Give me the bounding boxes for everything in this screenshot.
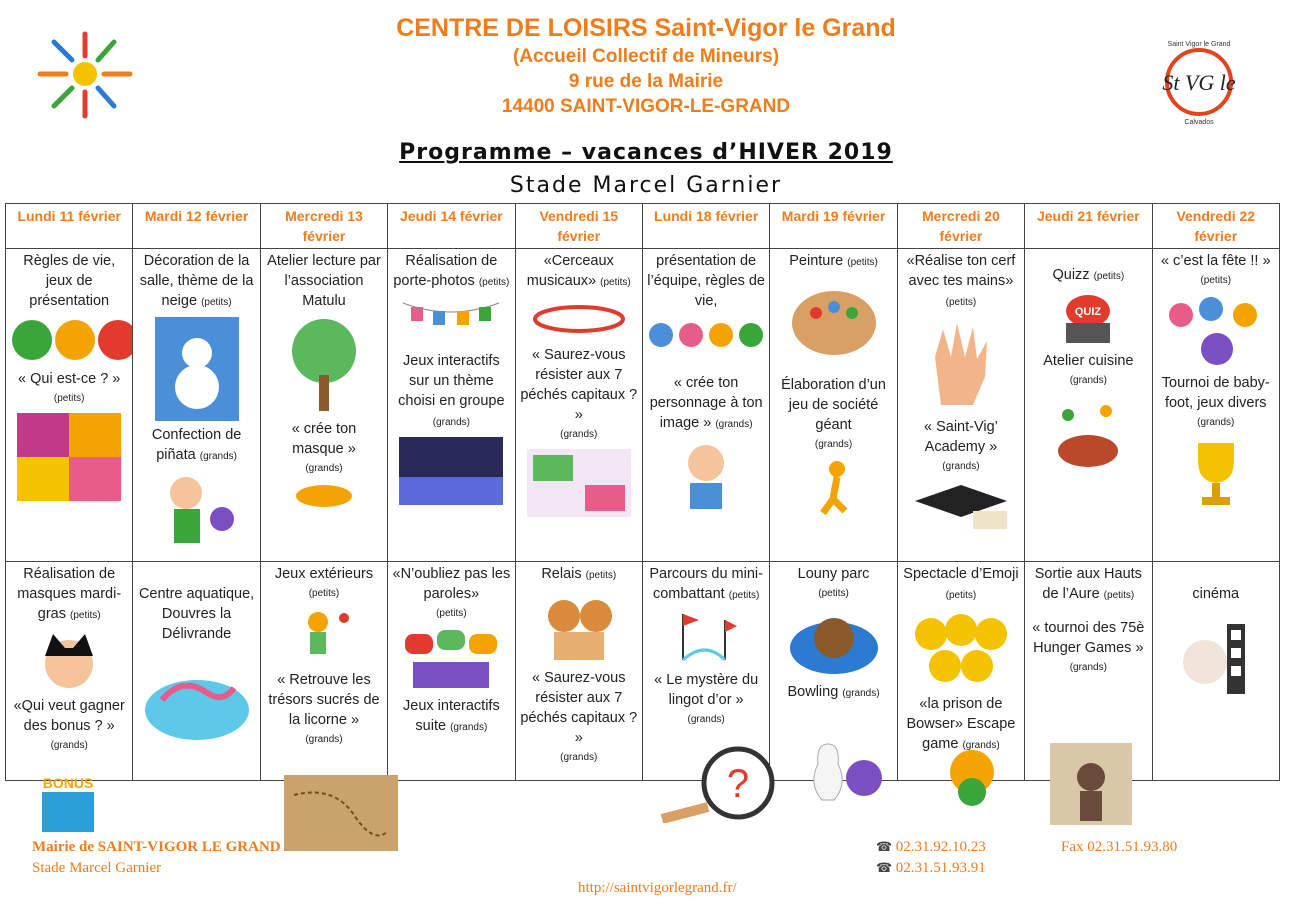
activity-cell (260, 562, 387, 781)
programme-title: Programme – vacances d’HIVER 2019 (399, 140, 893, 165)
footer-phone-1: ☎ 02.31.92.10.23 (876, 839, 986, 855)
photo-garland-icon (401, 297, 501, 327)
day-header: Vendredi 15 février (515, 204, 642, 249)
activity-main: Parcours du mini-combattant (petits) (649, 566, 763, 602)
activity-secondary: « tournoi des 75è Hunger Games » (1032, 620, 1145, 656)
activity-main: Centre aquatique, Douvres la Délivrande (138, 586, 255, 642)
footer-stade: Stade Marcel Garnier (32, 860, 162, 876)
snowman-icon (155, 317, 239, 421)
age-tag: (grands) (560, 429, 598, 440)
svg-text:?: ? (726, 762, 750, 806)
day-header: Vendredi 22 février (1152, 204, 1279, 249)
activity-main: Sortie aux Hauts de l’Aure (petits) (1034, 566, 1142, 602)
graduation-cap-icon (911, 481, 1011, 533)
day-header: Mardi 12 février (133, 204, 260, 249)
age-tag: (grands) (814, 439, 853, 450)
activity-secondary: Tournoi de baby-foot, jeux divers (1161, 375, 1270, 411)
activity-main: Réalisation de masques mardi-gras (petits) (17, 566, 122, 622)
age-tag: (petits) (818, 588, 849, 599)
phone-icon: ☎ (876, 860, 893, 875)
activity-main: Atelier lecture par l’association Matulu (267, 253, 381, 309)
activity-main: Décoration de la salle, thème de la neige (petits) (139, 253, 254, 309)
activity-secondary: « Saint-Vig’ Academy » (923, 419, 998, 455)
activity-secondary: Bowling (grands) (787, 684, 880, 700)
activity-secondary: Jeux interactifs sur un thème choisi en groupe (grands) (398, 353, 505, 428)
activity-main: présentation de l’équipe, règles de vie, (647, 253, 765, 309)
footer-phone-2: ☎ 02.31.51.93.91 (876, 860, 986, 876)
check-warning-cross-icons (10, 315, 133, 365)
activity-cell (1025, 249, 1152, 562)
svg-text:Saint Vigor le Grand: Saint Vigor le Grand (1167, 41, 1231, 48)
centre-subtitle: (Accueil Collectif de Mineurs) (512, 46, 780, 67)
day-header: Jeudi 14 février (388, 204, 515, 249)
speech-bubbles-icon (399, 628, 503, 692)
pinata-kid-icon (152, 471, 242, 555)
activity-cell (133, 249, 260, 562)
activity-main: Peinture (petits) (789, 253, 878, 269)
activity-main: cinéma (1192, 586, 1240, 602)
cooking-pot-icon (1046, 395, 1130, 471)
activity-main: Spectacle d’Emoji (petits) (903, 566, 1019, 601)
water-park-icon (142, 670, 252, 742)
activity-main: «Réalise ton cerf avec tes mains» (petits) (906, 253, 1016, 308)
activity-cell (642, 249, 769, 562)
activity-cell (770, 249, 897, 562)
flags-course-icon (671, 610, 741, 666)
activity-cell (1152, 562, 1279, 781)
activity-main: Relais (petits) (541, 566, 617, 582)
centre-title: CENTRE DE LOISIRS Saint-Vigor le Grand (396, 14, 896, 42)
day-header: Mercredi 13 février (260, 204, 387, 249)
age-tag: (grands) (687, 714, 725, 725)
age-tag: (petits) (53, 393, 85, 404)
juggling-kid-icon (294, 608, 354, 666)
activity-secondary: «Qui veut gagner des bonus ? » (13, 698, 125, 734)
age-tag: (petits) (308, 588, 340, 599)
cat-mask-icon (39, 630, 99, 692)
activity-cell (1152, 249, 1279, 562)
centre-address-street: 9 rue de la Mairie (568, 71, 724, 92)
schedule-table (5, 203, 1280, 781)
activity-cell (897, 249, 1024, 562)
age-tag: (grands) (305, 734, 343, 745)
age-tag: (grands) (50, 740, 88, 751)
trophy-icon (1186, 437, 1246, 509)
age-tag: (grands) (1069, 375, 1107, 386)
activity-main: « c’est la fête !! » (1160, 253, 1271, 269)
activity-cell (133, 562, 260, 781)
activity-cell (260, 249, 387, 562)
activity-main: Jeux extérieurs (274, 566, 374, 582)
activity-secondary: Atelier cuisine (1043, 353, 1134, 369)
seven-sins-board-icon (527, 449, 631, 517)
venue-name: Stade Marcel Garnier (509, 173, 783, 198)
day-header: Jeudi 21 février (1025, 204, 1152, 249)
bonus-box-icon (32, 770, 104, 834)
activity-cell (6, 562, 133, 781)
activity-main: Règles de vie, jeux de présentation (23, 253, 116, 309)
emoji-group-icon (909, 610, 1013, 690)
bear-mascot-icon (784, 608, 884, 678)
phone-icon: ☎ (876, 839, 893, 854)
activity-cell (388, 562, 515, 781)
activity-secondary: « crée ton masque » (291, 421, 357, 457)
day-header: Mardi 19 février (770, 204, 897, 249)
treasure-map-icon (284, 775, 398, 851)
day-header: Lundi 18 février (642, 204, 769, 249)
book-tree-icon (279, 315, 369, 415)
sun-children-logo-icon (30, 26, 140, 122)
day-header: Lundi 11 février (6, 204, 133, 249)
activity-secondary: « Saurez-vous résister aux 7 péchés capitaux ? » (520, 670, 638, 746)
svg-text:St VG le: St VG le (1162, 70, 1236, 95)
age-tag: (grands) (560, 752, 598, 763)
activity-main: «N’oubliez pas les paroles» (392, 566, 511, 602)
activity-secondary: « Qui est-ce ? » (18, 371, 121, 387)
activity-secondary: Élaboration d’un jeu de société géant (781, 377, 886, 433)
quiz-buzzer-icon (1058, 291, 1118, 347)
paint-palette-icon (786, 277, 882, 363)
guess-who-faces-icon (17, 413, 121, 501)
age-tag: (grands) (1197, 417, 1235, 428)
activity-secondary: «la prison de Bowser» Escape game (grands) (906, 696, 1016, 752)
days-header-row (6, 204, 1280, 249)
activity-cell (6, 249, 133, 562)
party-balloons-icon (1161, 295, 1271, 369)
day-header: Mercredi 20 février (897, 204, 1024, 249)
svg-text:QUIZ: QUIZ (1075, 306, 1102, 318)
mask-icon (294, 483, 354, 509)
svg-text:Calvados: Calvados (1184, 119, 1214, 126)
child-avatar-icon (676, 439, 736, 509)
age-tag: (petits) (436, 608, 467, 619)
activity-main: Quizz (petits) (1052, 267, 1125, 283)
centre-address-city: 14400 SAINT-VIGOR-LE-GRAND (501, 96, 791, 117)
magnifier-question-icon (654, 745, 778, 823)
activity-secondary: Confection de piñata (grands) (151, 427, 242, 463)
footer-website-link[interactable]: http://saintvigorlegrand.fr/ (578, 880, 737, 896)
activity-secondary: « crée ton personnage à ton image » (grands) (649, 375, 763, 431)
svg-text:BONUS: BONUS (42, 775, 94, 791)
footer-fax: Fax 02.31.51.93.80 (1061, 839, 1178, 855)
activity-secondary: « Saurez-vous résister aux 7 péchés capitaux ? » (520, 347, 638, 423)
bowser-icon (940, 742, 1004, 808)
activity-secondary: « Retrouve les trésors sucrés de la licorne » (268, 672, 380, 728)
relay-squirrels-icon (534, 590, 624, 664)
bowling-icon (800, 740, 890, 802)
hand-icon (921, 317, 1001, 407)
cinema-film-icon (1171, 618, 1261, 698)
activity-cell (515, 249, 642, 562)
age-tag: (grands) (942, 461, 980, 472)
team-circles-icon (647, 315, 770, 355)
schedule-row-morning (6, 249, 1280, 562)
activity-main: Louny parc (797, 566, 870, 582)
age-tag: (grands) (1069, 662, 1107, 673)
activity-secondary: Jeux interactifs suite (grands) (403, 698, 500, 734)
hula-hoop-icon (529, 297, 629, 341)
activity-secondary: « Le mystère du lingot d’or » (654, 672, 759, 708)
age-tag: (grands) (305, 463, 343, 474)
climbing-figure-icon (809, 459, 859, 515)
activity-main: «Cerceaux musicaux» (petits) (526, 253, 631, 289)
activity-main: Réalisation de porte-photos (petits) (393, 253, 510, 289)
age-tag: (petits) (1200, 275, 1232, 286)
saint-vigor-logo-icon (1155, 38, 1243, 126)
footer-mairie: Mairie de SAINT-VIGOR LE GRAND (32, 839, 281, 855)
activity-cell (515, 562, 642, 781)
activity-cell (388, 249, 515, 562)
hunger-games-poster-icon (1050, 743, 1132, 825)
interactive-floor-icon (399, 437, 503, 505)
